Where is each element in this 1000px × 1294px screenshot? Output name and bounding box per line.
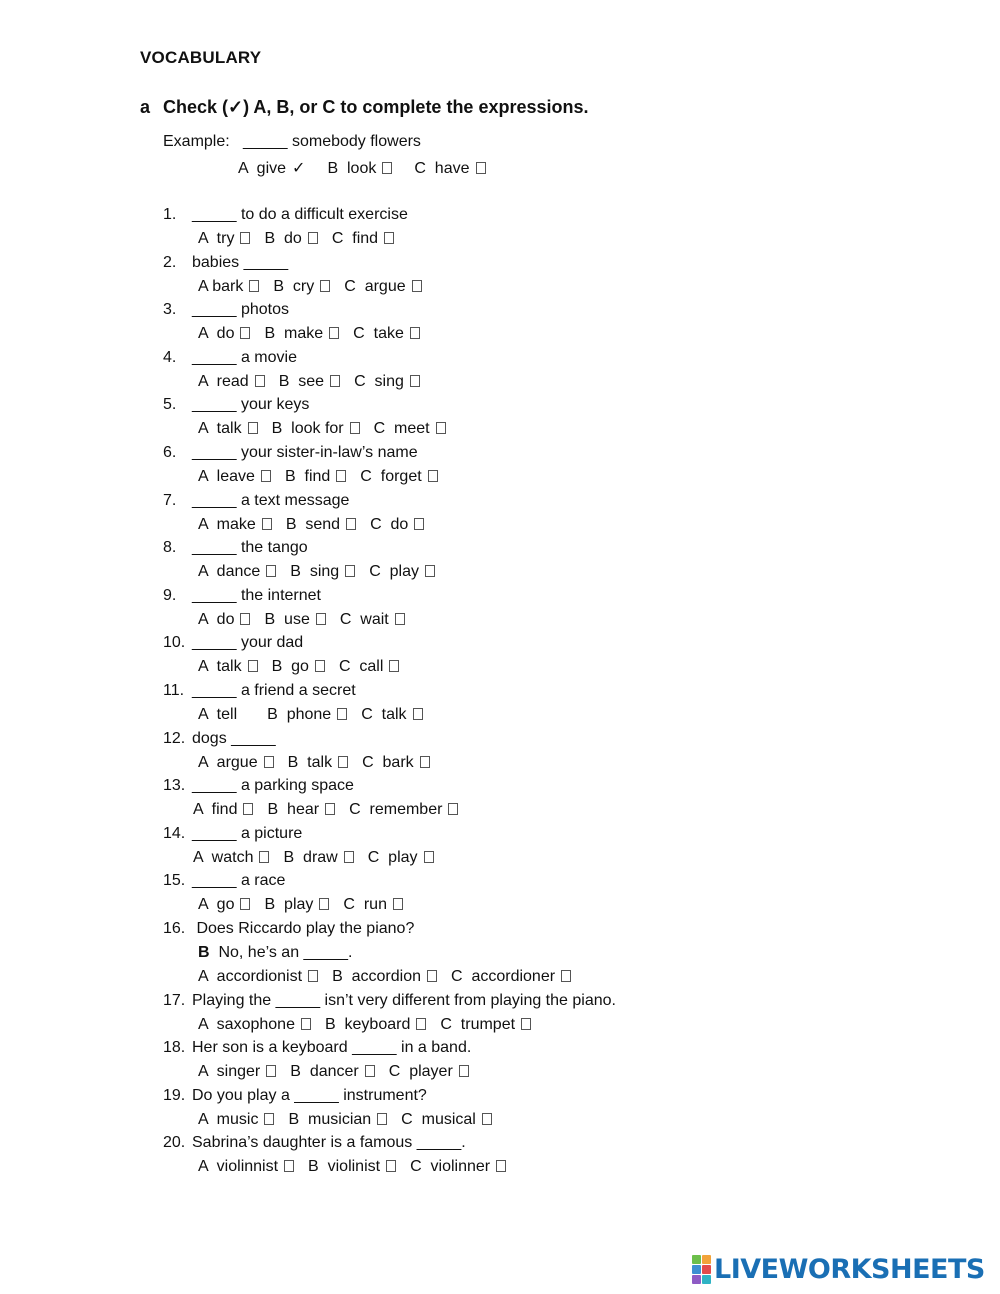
answer-option-label: C play [369,563,419,581]
checkbox[interactable] [350,422,360,434]
answer-option[interactable] [198,968,318,986]
question-number: 8. [163,539,177,557]
question-number: 3. [163,301,177,319]
answer-option[interactable] [283,849,353,867]
checkbox[interactable] [248,422,258,434]
question-text: _____ a race [192,872,286,890]
speaker-label: B [198,944,210,961]
question-number: 7. [163,491,177,509]
answer-option-label: B sing [290,563,340,581]
answer-option-label: A singer [198,1063,261,1081]
checkbox[interactable] [329,327,339,339]
checkbox[interactable] [496,1160,506,1172]
question-number: 6. [163,444,177,461]
checkbox[interactable] [259,851,269,863]
answer-option-label: C argue [344,277,406,295]
checkbox[interactable] [386,1160,396,1172]
answer-option-label: C bark [362,753,414,771]
checkbox[interactable] [448,803,458,815]
answer-option[interactable] [267,801,335,819]
answer-option[interactable] [332,968,437,986]
answer-options [198,325,434,343]
instruction-text: Check (✓) A, B, or C to complete the expressions. [163,97,589,117]
answer-options [198,896,417,914]
answer-options [198,468,452,486]
question-number: 9. [163,586,177,604]
answer-option-label: C wait [339,610,389,628]
checkbox[interactable] [382,162,392,174]
checkbox[interactable] [428,470,438,482]
answer-option-label: C run [343,896,387,914]
question-number: 19. [163,1086,186,1104]
checkbox[interactable] [320,280,330,292]
question-text: Her son is a keyboard _____ in a band. [192,1039,472,1057]
question-number: 17. [163,991,186,1009]
checkbox[interactable] [377,1113,387,1125]
question-number: 20. [163,1134,186,1152]
question-text: _____ photos [192,301,289,319]
answer-option-label: A accordionist [198,968,303,985]
answer-option[interactable] [198,468,271,486]
answer-option-label: C forget [360,468,422,485]
answer-options [193,849,448,867]
instruction-letter: a [140,97,151,117]
checkbox[interactable] [337,708,347,720]
answer-option[interactable] [198,896,250,914]
example-option-label: C have [414,160,470,177]
question-4 [163,349,297,367]
answer-option-label: B see [278,372,325,390]
answer-options [198,563,449,581]
liveworksheets-logo [692,1254,985,1285]
answer-option[interactable] [349,801,458,819]
page-title: VOCABULARY [140,48,262,67]
answer-option[interactable] [354,373,420,391]
answer-options [198,420,460,438]
answer-option[interactable] [193,801,253,819]
answer-option[interactable] [340,611,405,629]
answer-options [193,801,472,819]
question-text: _____ the tango [192,539,308,557]
answer-options [198,968,585,986]
answer-option[interactable] [198,1063,276,1081]
answer-option-label: A saxophone [198,1015,295,1033]
answer-option-label: B keyboard [324,1015,411,1033]
answer-option[interactable] [290,563,355,581]
checkbox[interactable] [240,232,250,244]
example-prompt: Example: _____ somebody flowers [163,133,421,150]
checkbox[interactable] [249,280,259,292]
answer-option[interactable] [286,516,356,534]
answer-option-label: B find [284,468,331,485]
question-8 [163,539,308,557]
answer-options [198,706,437,724]
question-text: _____ your dad [192,634,304,652]
answer-option-label: B cry [273,277,315,295]
answer-option[interactable] [198,278,259,296]
answer-option[interactable] [198,1111,274,1129]
answer-option-label: B musician [288,1110,372,1128]
checkbox[interactable] [410,327,420,339]
checkbox[interactable] [301,1018,311,1030]
answer-option[interactable] [264,896,329,914]
answer-option[interactable] [198,420,258,438]
answer-option-label: C call [338,658,384,676]
checkbox[interactable] [427,970,437,982]
checkbox[interactable] [521,1018,531,1030]
question-text: Playing the _____ isn’t very different from playing the piano. [192,991,616,1009]
answer-option[interactable] [264,325,339,343]
question-text: Sabrina’s daughter is a famous _____. [192,1134,466,1152]
answer-option-label: A talk [198,420,242,438]
answer-option[interactable] [285,468,346,486]
answer-options [198,1111,506,1129]
question-number: 5. [163,396,177,414]
answer-option[interactable] [332,230,394,248]
checkbox[interactable] [346,518,356,530]
checkbox[interactable] [561,970,571,982]
answer-option[interactable] [325,1016,426,1034]
answer-options [198,1016,545,1034]
question-text: Does Riccardo play the piano? [192,920,415,937]
answer-option[interactable] [353,325,420,343]
checkbox[interactable] [459,1065,469,1077]
answer-option[interactable] [344,278,421,296]
checkbox[interactable] [316,613,326,625]
answer-option[interactable] [288,754,348,772]
checkbox[interactable] [482,1113,492,1125]
logo-icon [692,1255,711,1284]
example-option [238,158,305,178]
question-number: 15. [163,872,186,890]
question-10 [163,634,303,652]
answer-option-label: B look for [271,420,344,438]
question-number: 4. [163,348,177,366]
answer-option[interactable] [198,1158,294,1176]
answer-option[interactable] [288,1111,387,1129]
answer-option[interactable] [368,849,434,867]
answer-option[interactable] [389,1063,469,1081]
question-text: babies _____ [192,253,289,271]
answer-option-label: A watch [193,848,254,866]
checkbox[interactable] [395,613,405,625]
answer-option[interactable] [343,896,403,914]
question-number: 14. [163,824,186,842]
question-6 [163,444,418,462]
answer-options [198,611,419,629]
question-9 [163,587,321,605]
question-2 [163,254,288,272]
question-14 [163,825,302,843]
answer-option[interactable] [374,420,446,438]
question-19 [163,1087,427,1105]
question-13 [163,777,354,795]
answer-option[interactable] [198,706,253,724]
checkbox[interactable] [319,898,329,910]
answer-option[interactable] [264,611,325,629]
answer-option[interactable] [401,1111,492,1129]
answer-option-label: A bark [198,277,244,295]
question-text: _____ the internet [192,586,321,604]
answer-options [198,754,444,772]
answer-option-label: B do [264,230,302,247]
question-text: _____ a movie [192,348,297,366]
answer-option-label: C player [388,1063,453,1081]
answer-options [198,230,408,248]
answer-option-label: C accordioner [451,968,556,985]
question-number: 12. [163,729,186,747]
answer-option-label: B play [264,896,314,914]
answer-option[interactable] [290,1063,374,1081]
checkbox[interactable] [264,756,274,768]
question-text: _____ a parking space [192,777,354,795]
answer-option-label: A music [198,1110,259,1128]
answer-option-label: A talk [198,658,242,676]
checkbox[interactable] [330,375,340,387]
answer-option[interactable] [451,968,571,986]
answer-option[interactable] [361,706,422,724]
answer-option[interactable] [198,754,274,772]
answer-option-label: A read [198,372,249,390]
answer-option-label: A find [193,801,238,819]
answer-options [198,373,434,391]
answer-option-label: B talk [287,753,333,771]
answer-options [198,1158,520,1176]
answer-option-label: C find [331,230,379,247]
answer-option[interactable] [339,658,399,676]
checkbox[interactable] [389,660,399,672]
checkbox[interactable] [412,280,422,292]
question-text: _____ your sister-in-law’s name [192,444,418,461]
checkbox[interactable] [436,422,446,434]
answer-option-label: B go [271,658,309,676]
checkbox[interactable] [336,470,346,482]
answer-option[interactable] [308,1158,396,1176]
answer-option[interactable] [198,611,250,629]
answer-option[interactable] [193,849,269,867]
question-number: 16. [163,920,186,937]
checkbox[interactable] [240,613,250,625]
answer-option-label: C violinner [410,1158,491,1176]
question-text: _____ a text message [192,491,350,509]
answer-options [198,278,436,296]
example-option [327,160,392,178]
question-number: 1. [163,206,177,223]
answer-option-label: B draw [283,848,338,866]
answer-option[interactable] [362,754,430,772]
question-text: Do you play a _____ instrument? [192,1086,427,1104]
checkbox[interactable] [308,232,318,244]
checkbox[interactable] [240,327,250,339]
answer-option-label: A make [198,515,256,533]
answer-option-label: C trumpet [440,1015,516,1033]
answer-option-label: B accordion [332,968,421,985]
answer-option[interactable] [264,230,317,248]
question-1 [163,206,408,224]
example-option-label: B look [327,160,377,177]
answer-option[interactable] [267,706,347,724]
question-3 [163,301,289,319]
answer-option[interactable] [369,563,435,581]
question-7 [163,492,349,510]
checkbox[interactable] [264,1113,274,1125]
answer-option-label: A dance [198,563,261,581]
answer-option-label: A violinnist [198,1158,279,1176]
answer-option[interactable] [272,420,360,438]
checkbox[interactable] [425,565,435,577]
checkbox[interactable] [345,565,355,577]
question-text: _____ your keys [192,396,310,414]
checkbox[interactable] [476,162,486,174]
question-number: 13. [163,777,186,795]
example-option-label: A give [238,160,287,177]
answer-option-label: A do [198,610,235,628]
answer-option-label: A do [198,325,235,343]
instruction [140,97,589,118]
answer-option[interactable] [198,1016,311,1034]
answer-option-label: C meet [373,420,430,438]
checkbox[interactable] [413,708,423,720]
answer-option-label: A argue [198,753,258,771]
checkbox[interactable] [261,470,271,482]
question-18 [163,1039,471,1057]
answer-option[interactable] [273,278,330,296]
question-5 [163,396,309,414]
answer-option[interactable] [440,1016,531,1034]
checkbox[interactable] [308,970,318,982]
answer-options [198,1063,483,1081]
answer-option-label: A tell [198,706,238,723]
checkbox[interactable] [255,375,265,387]
question-number: 2. [163,253,177,271]
question-17 [163,992,616,1010]
question-text: _____ a friend a secret [192,682,356,699]
answer-option-label: C remember [349,801,443,819]
answer-option-label: C do [370,515,409,533]
checkbox[interactable] [243,803,253,815]
checkbox[interactable] [266,1065,276,1077]
question-number: 18. [163,1039,186,1057]
answer-option-label: B hear [267,801,320,819]
answer-option[interactable] [198,230,250,248]
checkmark-icon: ✓ [292,160,306,177]
checkbox[interactable] [414,518,424,530]
answer-option[interactable] [410,1158,506,1176]
answer-option[interactable] [198,658,258,676]
checkbox[interactable] [338,756,348,768]
answer-option-label: A leave [198,468,255,485]
checkbox[interactable] [424,851,434,863]
checkbox[interactable] [416,1018,426,1030]
answer-option[interactable] [360,468,437,486]
answer-option[interactable] [198,516,272,534]
answer-option-label: C sing [354,372,404,390]
checkbox[interactable] [420,756,430,768]
answer-option[interactable] [198,563,276,581]
question-20 [163,1134,466,1152]
subline-text: No, he’s an _____. [209,944,353,961]
answer-option-label: C talk [361,706,407,723]
answer-option[interactable] [272,658,325,676]
checkbox[interactable] [262,518,272,530]
answer-options [198,516,438,534]
answer-option[interactable] [279,373,340,391]
question-15 [163,872,285,890]
checkbox[interactable] [325,803,335,815]
answer-option[interactable] [198,325,250,343]
answer-option[interactable] [198,373,265,391]
answer-option-label: C play [367,848,418,866]
answer-option-label: B violinist [308,1158,381,1176]
checkbox[interactable] [248,660,258,672]
answer-option-label: C take [353,325,404,343]
question-subline [198,944,352,962]
answer-option-label: B dancer [290,1063,359,1081]
answer-option-label: A go [198,896,235,914]
checkbox[interactable] [365,1065,375,1077]
checkbox[interactable] [266,565,276,577]
question-text: dogs _____ [192,729,276,747]
answer-option-label: A try [198,230,235,247]
checkbox[interactable] [240,898,250,910]
example-options [238,158,508,178]
answer-option-label: B use [264,610,310,628]
checkbox[interactable] [315,660,325,672]
answer-option-label: B send [285,515,341,533]
logo-text: LIVEWORKSHEETS [714,1254,985,1285]
checkbox[interactable] [344,851,354,863]
question-11 [163,682,356,700]
answer-option-label: B phone [267,706,332,723]
example-option [414,160,485,178]
question-12 [163,730,276,748]
checkbox[interactable] [410,375,420,387]
checkbox[interactable] [393,898,403,910]
answer-options [198,658,413,676]
question-number: 11. [163,682,185,699]
answer-option-label: C musical [401,1110,476,1128]
checkbox[interactable] [284,1160,294,1172]
question-16 [163,920,414,938]
question-number: 10. [163,634,186,652]
question-text: _____ a picture [192,824,303,842]
answer-option-label: B make [264,325,324,343]
question-text: _____ to do a difficult exercise [192,206,408,223]
answer-option[interactable] [370,516,424,534]
checkbox[interactable] [384,232,394,244]
